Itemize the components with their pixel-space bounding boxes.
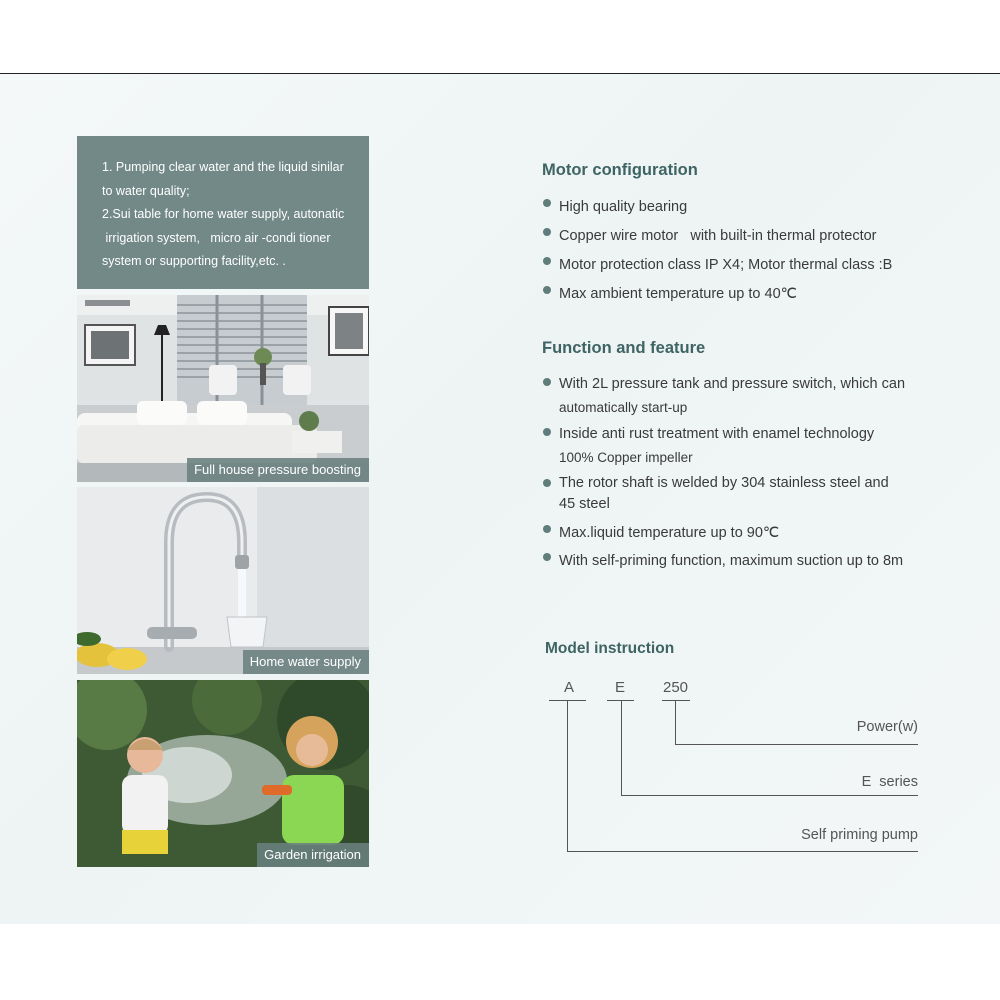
model-code-a: A: [564, 679, 575, 696]
faucet-illustration: [77, 487, 369, 674]
intro-line: to water quality;: [102, 183, 190, 198]
list-item-text: With 2L pressure tank and pressure switch, which can: [559, 376, 906, 392]
list-item: [543, 280, 892, 309]
list-item: [543, 193, 892, 222]
living-room-photo: [77, 295, 369, 482]
model-section-title: Model instruction: [545, 640, 675, 657]
connector-a: [567, 700, 568, 851]
list-item-text: Motor protection class IP X4; Motor thermal class :B: [559, 257, 893, 273]
caption-home-water: Home water supply: [243, 650, 369, 674]
list-item: [543, 251, 892, 280]
list-item: [543, 422, 905, 470]
living-room-illustration: [77, 295, 369, 482]
list-item-subtext: 45 steel: [559, 496, 610, 512]
connector-power: [675, 700, 676, 744]
garden-photo: [77, 680, 369, 867]
application-intro: [77, 136, 369, 289]
intro-line: system or supporting facility,etc. .: [102, 254, 286, 268]
leader-series: [621, 795, 918, 796]
leader-pump: [567, 851, 918, 852]
list-item: [543, 547, 905, 575]
list-item-subtext: 100% Copper impeller: [559, 450, 693, 465]
list-item: [543, 519, 905, 547]
feature-list: [543, 372, 905, 575]
motor-section-title: Motor configuration: [542, 161, 698, 179]
garden-illustration: [77, 680, 369, 867]
connector-e: [621, 700, 622, 795]
intro-line: 1. Pumping clear water and the liquid sinilar: [102, 160, 344, 174]
leader-power: [675, 744, 918, 745]
caption-full-house: Full house pressure boosting: [187, 458, 369, 482]
label-power: Power(w): [856, 719, 918, 735]
list-item: [543, 473, 905, 515]
list-item-subtext: automatically start-up: [559, 400, 688, 415]
model-code-e: E: [615, 679, 626, 696]
intro-line: 2.Sui table for home water supply, autonatic: [102, 207, 345, 221]
code-power-underline: [662, 700, 690, 701]
label-series: E series: [861, 774, 918, 790]
caption-garden: Garden irrigation: [257, 843, 369, 867]
list-item-text: The rotor shaft is welded by 304 stainless steel and: [559, 475, 889, 491]
list-item: [543, 222, 892, 251]
model-code-power: 250: [663, 679, 689, 696]
list-item-text: Max ambient temperature up to 40℃: [559, 286, 797, 302]
list-item-text: Max.liquid temperature up to 90℃: [559, 525, 780, 541]
list-item-text: Copper wire motor with built-in thermal protector: [559, 228, 877, 244]
list-item-text: With self-priming function, maximum suction up to 8m: [559, 553, 904, 569]
motor-list: [543, 193, 892, 309]
intro-line: irrigation system, micro air -condi tioner: [102, 230, 331, 245]
list-item-text: Inside anti rust treatment with enamel technology: [559, 426, 875, 442]
list-item-text: High quality bearing: [559, 199, 688, 215]
faucet-photo: [77, 487, 369, 674]
label-pump: Self priming pump: [801, 827, 918, 843]
feature-section-title: Function and feature: [542, 339, 706, 357]
list-item: [543, 372, 905, 420]
